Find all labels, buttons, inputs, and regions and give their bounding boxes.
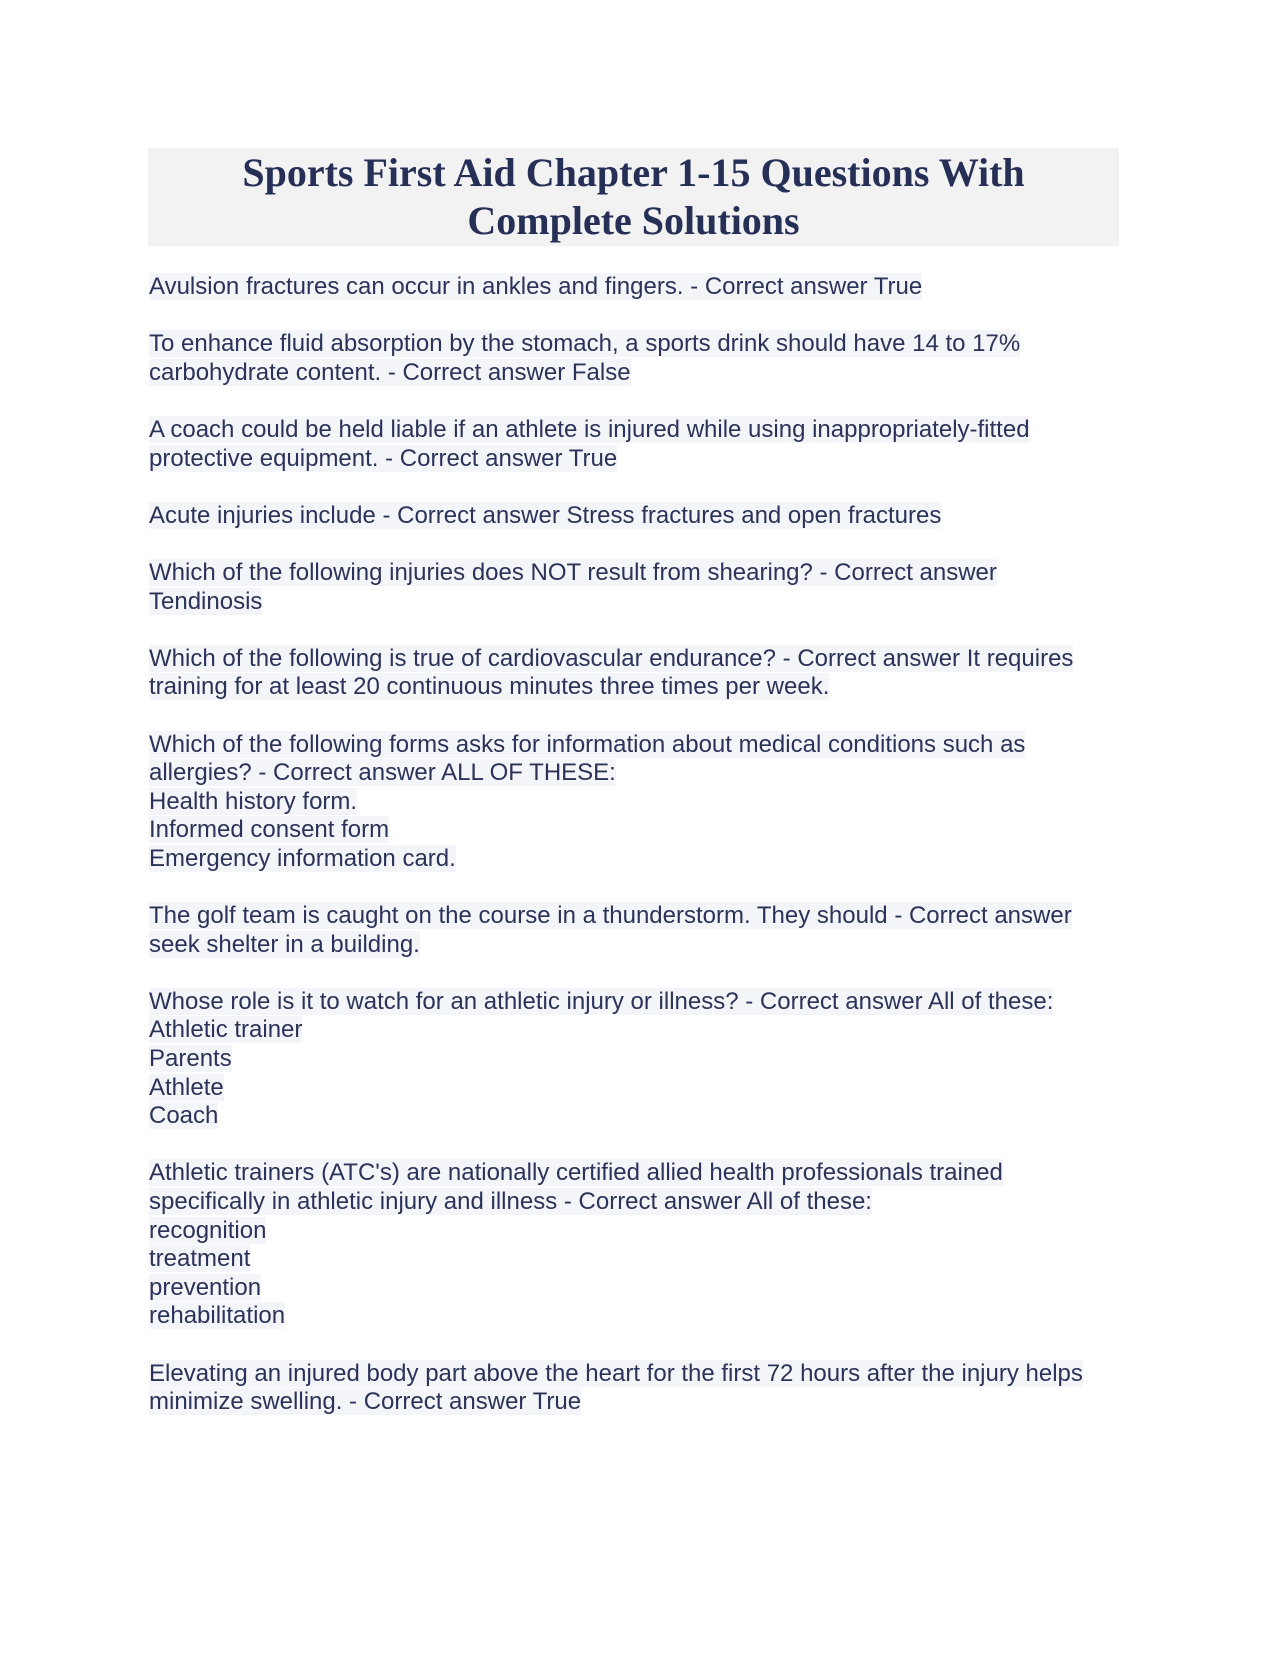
text-line-content: recognition	[149, 1216, 267, 1244]
question-item	[149, 416, 1129, 473]
text-line	[149, 330, 1129, 359]
text-line-content: The golf team is caught on the course in a thunderstorm. They should - Correct answer	[149, 902, 1072, 930]
question-item	[149, 1360, 1129, 1417]
text-line	[149, 931, 1129, 960]
text-line-content: Avulsion fractures can occur in ankles and fingers. - Correct answer True	[149, 273, 923, 300]
text-line	[149, 1302, 1129, 1331]
text-line-content: rehabilitation	[149, 1302, 286, 1330]
text-line-content: Informed consent form	[149, 816, 390, 844]
text-line-content: protective equipment. - Correct answer True	[149, 444, 618, 472]
text-line-content: Which of the following forms asks for information about medical conditions such as	[149, 730, 1026, 758]
text-line-content: allergies? - Correct answer ALL OF THESE:	[149, 759, 616, 787]
text-line	[149, 988, 1129, 1017]
text-line-content: Tendinosis	[149, 587, 263, 615]
title-line: Complete Solutions	[467, 198, 800, 243]
text-line-content: carbohydrate content. - Correct answer False	[149, 358, 631, 386]
text-line	[149, 673, 1129, 702]
text-line	[149, 1074, 1129, 1103]
question-item	[149, 330, 1129, 387]
text-line-content: Athletic trainer	[149, 1016, 303, 1044]
text-line	[149, 502, 1129, 531]
text-line-content: Which of the following is true of cardiovascular endurance? - Correct answer It requires	[149, 644, 1074, 672]
text-line-content: Which of the following injuries does NOT result from shearing? - Correct answer	[149, 558, 997, 586]
question-item	[149, 1159, 1129, 1331]
text-line-content: seek shelter in a building.	[149, 930, 420, 958]
text-line	[149, 902, 1129, 931]
text-line-content: Elevating an injured body part above the heart for the first 72 hours after the injury helps	[149, 1359, 1083, 1387]
text-line-content: treatment	[149, 1245, 251, 1273]
question-item	[149, 645, 1129, 702]
text-line	[149, 1102, 1129, 1131]
text-line	[149, 1016, 1129, 1045]
question-item	[149, 902, 1129, 959]
text-line	[149, 559, 1129, 588]
text-line-content: To enhance fluid absorption by the stomach, a sports drink should have 14 to 17%	[149, 330, 1021, 358]
text-line	[149, 588, 1129, 617]
text-line-content: Health history form.	[149, 787, 358, 815]
text-line-content: A coach could be held liable if an athlete is injured while using inappropriately-fitted	[149, 415, 1030, 443]
text-line	[149, 416, 1129, 445]
text-line	[149, 1188, 1129, 1217]
question-item	[149, 731, 1129, 874]
text-line	[149, 731, 1129, 760]
question-list	[149, 273, 1129, 1445]
text-line	[149, 1274, 1129, 1303]
text-line	[149, 359, 1129, 388]
text-line-content: training for at least 20 continuous minutes three times per week.	[149, 673, 830, 701]
title-line: Sports First Aid Chapter 1-15 Questions With	[242, 150, 1025, 195]
text-line	[149, 759, 1129, 788]
question-item	[149, 988, 1129, 1131]
text-line-content: Athletic trainers (ATC's) are nationally certified allied health professionals trained	[149, 1159, 1003, 1187]
text-line	[149, 816, 1129, 845]
text-line	[149, 1217, 1129, 1246]
text-line	[149, 845, 1129, 874]
text-line-content: Coach	[149, 1102, 219, 1130]
text-line	[149, 1045, 1129, 1074]
document-title	[148, 148, 1119, 246]
text-line	[149, 445, 1129, 474]
text-line-content: minimize swelling. - Correct answer True	[149, 1388, 582, 1416]
text-line-content: Athlete	[149, 1073, 224, 1101]
text-line	[149, 788, 1129, 817]
text-line-content: Whose role is it to watch for an athletic injury or illness? - Correct answer All of these:	[149, 987, 1054, 1015]
text-line	[149, 273, 1129, 302]
text-line	[149, 1159, 1129, 1188]
text-line-content: Acute injuries include - Correct answer Stress fractures and open fractures	[149, 501, 942, 529]
question-item	[149, 502, 1129, 531]
text-line-content: Parents	[149, 1045, 232, 1073]
question-item	[149, 273, 1129, 302]
text-line-content: prevention	[149, 1273, 262, 1301]
text-line	[149, 1360, 1129, 1389]
text-line	[149, 1245, 1129, 1274]
text-line	[149, 1388, 1129, 1417]
text-line	[149, 645, 1129, 674]
question-item	[149, 559, 1129, 616]
text-line-content: Emergency information card.	[149, 844, 456, 872]
text-line-content: specifically in athletic injury and illness - Correct answer All of these:	[149, 1188, 872, 1215]
